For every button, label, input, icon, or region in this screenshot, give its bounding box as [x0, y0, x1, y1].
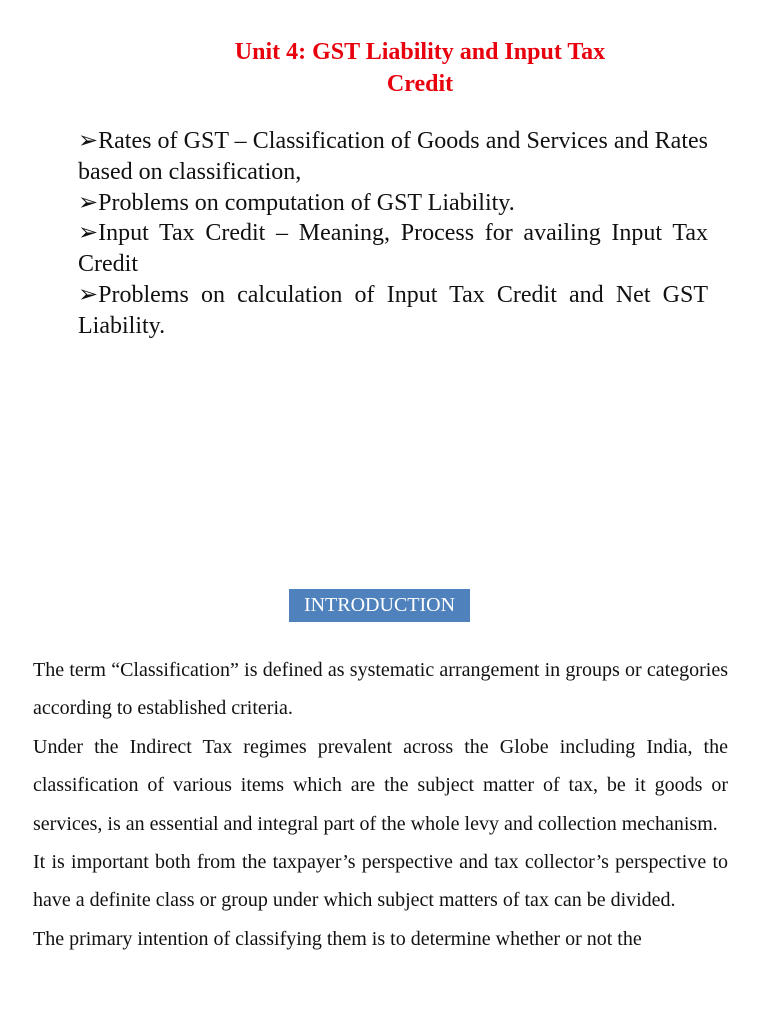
- body-paragraph: The term “Classification” is defined as systematic arrangement in groups or categories according to established criteria.: [33, 659, 728, 720]
- topic-text: Problems on computation of GST Liability.: [98, 189, 515, 216]
- introduction-heading: INTRODUCTION: [289, 589, 470, 622]
- topic-text: Rates of GST – Classification of Goods and Services and Rates based on classification,: [78, 128, 708, 185]
- topic-text: Problems on calculation of Input Tax Credit and Net GST Liability.: [78, 281, 708, 339]
- arrow-bullet-icon: ➢: [78, 128, 99, 154]
- topic-item: [78, 280, 708, 342]
- topic-item: [78, 188, 708, 219]
- unit-title-line-1: Unit 4: GST Liability and Input Tax: [234, 39, 606, 65]
- arrow-bullet-icon: ➢: [78, 220, 99, 247]
- arrow-bullet-icon: ➢: [78, 189, 99, 216]
- topic-text: Input Tax Credit – Meaning, Process for availing Input Tax Credit: [78, 220, 708, 278]
- topic-list: [78, 126, 708, 342]
- unit-title: [210, 36, 630, 100]
- introduction-body: [33, 651, 728, 958]
- topic-item: [78, 218, 708, 280]
- topic-item: [78, 126, 708, 188]
- body-paragraph: Under the Indirect Tax regimes prevalent across the Globe including India, the classification of various items which are the subject matter of tax, be it goods or services, is an essential and integral part of the whole levy and collection mechanism.: [33, 735, 728, 835]
- unit-title-line-2: Credit: [386, 71, 454, 97]
- arrow-bullet-icon: ➢: [78, 281, 99, 308]
- body-paragraph: The primary intention of classifying them is to determine whether or not the: [33, 927, 642, 950]
- body-paragraph: It is important both from the taxpayer’s perspective and tax collector’s perspective to have a definite class or group under which subject matters of tax can be divided.: [33, 851, 728, 912]
